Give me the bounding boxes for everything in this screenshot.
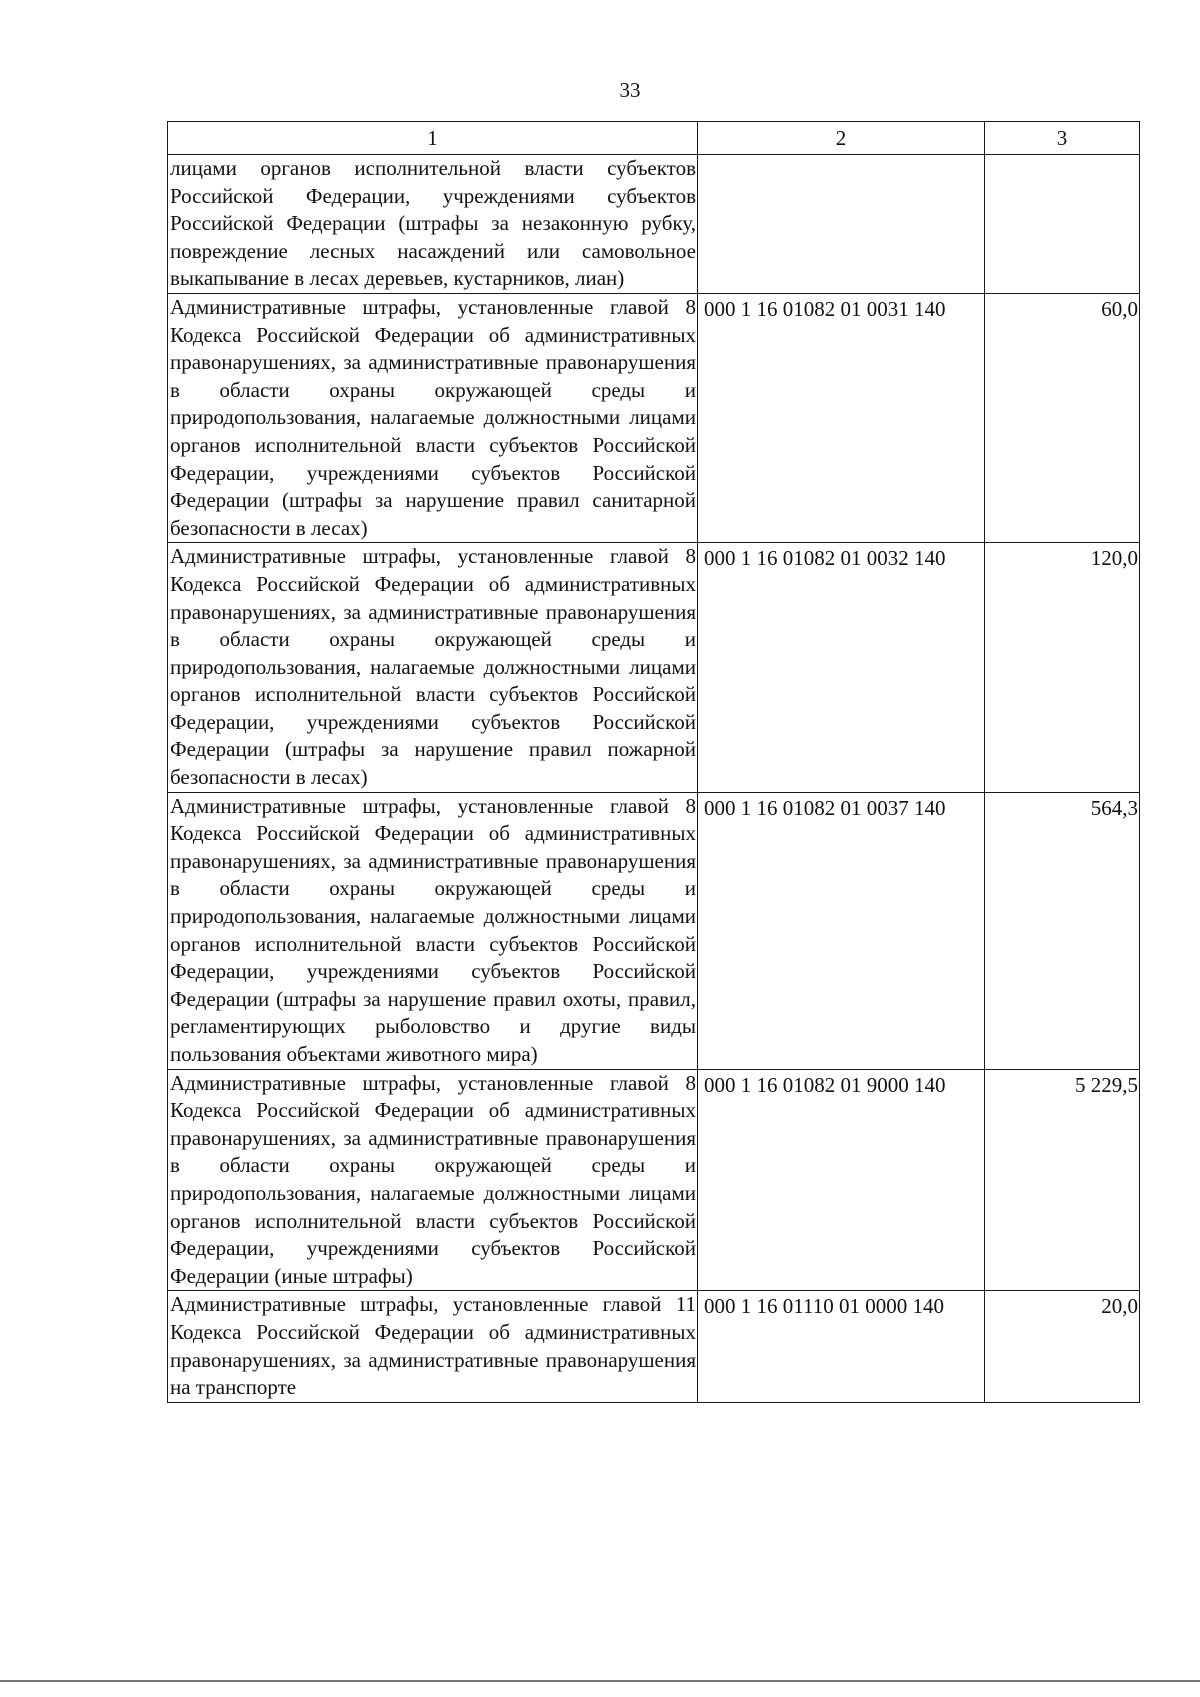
- row-amount: 120,0: [985, 543, 1140, 792]
- row-amount: 60,0: [985, 293, 1140, 542]
- header-row: [168, 122, 1140, 155]
- row-description: Административные штрафы, установленные главой 8 Кодекса Российской Федерации об административных правонарушениях, за административные правонарушения в области охраны окружающей среды и природопользования, налагаемые должностными лицами органов исполнительной власти субъектов Российской Федерации, учреждениями субъектов Российской Федерации (иные штрафы): [170, 1070, 696, 1288]
- budget-table: [167, 121, 1140, 1403]
- row-description: Административные штрафы, установленные главой 8 Кодекса Российской Федерации об административных правонарушениях, за административные правонарушения в области охраны окружающей среды и природопользования, налагаемые должностными лицами органов исполнительной власти субъектов Российской Федерации, учреждениями субъектов Российской Федерации (штрафы за нарушение правил охоты, правил, регламентирующих рыболовство и другие виды пользования объектами животного мира): [170, 793, 696, 1066]
- row-code: 000 1 16 01082 01 0037 140: [698, 792, 985, 1069]
- table-header: [168, 122, 1140, 155]
- row-code: 000 1 16 01082 01 0031 140: [698, 293, 985, 542]
- table-row: [168, 293, 1140, 542]
- row-code: 000 1 16 01110 01 0000 140: [698, 1291, 985, 1402]
- column-header-3: 3: [985, 122, 1140, 155]
- bottom-rule: [0, 1680, 1200, 1682]
- table-row: [168, 1069, 1140, 1291]
- row-amount: 564,3: [985, 792, 1140, 1069]
- table-row: [168, 1291, 1140, 1402]
- row-description: лицами органов исполнительной власти субъектов Российской Федерации, учреждениями субъектов Российской Федерации (штрафы за незаконную рубку, повреждение лесных насаждений или самовольное выкапывание в лесах деревьев, кустарников, лиан): [170, 156, 696, 291]
- row-code: [698, 155, 985, 294]
- row-amount: 5 229,5: [985, 1069, 1140, 1291]
- table-row: [168, 543, 1140, 792]
- table-row: [168, 792, 1140, 1069]
- table-body: [168, 155, 1140, 1403]
- row-description: Административные штрафы, установленные главой 8 Кодекса Российской Федерации об административных правонарушениях, за административные правонарушения в области охраны окружающей среды и природопользования, налагаемые должностными лицами органов исполнительной власти субъектов Российской Федерации, учреждениями субъектов Российской Федерации (штрафы за нарушение правил санитарной безопасности в лесах): [170, 294, 696, 540]
- page-number: 33: [619, 78, 641, 102]
- row-code: 000 1 16 01082 01 0032 140: [698, 543, 985, 792]
- row-amount: [985, 155, 1140, 294]
- row-code: 000 1 16 01082 01 9000 140: [698, 1069, 985, 1291]
- row-description: Административные штрафы, установленные главой 11 Кодекса Российской Федерации об административных правонарушениях, за административные правонарушения на транспорте: [170, 1292, 696, 1400]
- column-header-1: 1: [168, 122, 698, 155]
- column-header-2: 2: [698, 122, 985, 155]
- table-row: [168, 155, 1140, 294]
- row-description: Административные штрафы, установленные главой 8 Кодекса Российской Федерации об административных правонарушениях, за административные правонарушения в области охраны окружающей среды и природопользования, налагаемые должностными лицами органов исполнительной власти субъектов Российской Федерации, учреждениями субъектов Российской Федерации (штрафы за нарушение правил пожарной безопасности в лесах): [170, 544, 696, 790]
- row-amount: 20,0: [985, 1291, 1140, 1402]
